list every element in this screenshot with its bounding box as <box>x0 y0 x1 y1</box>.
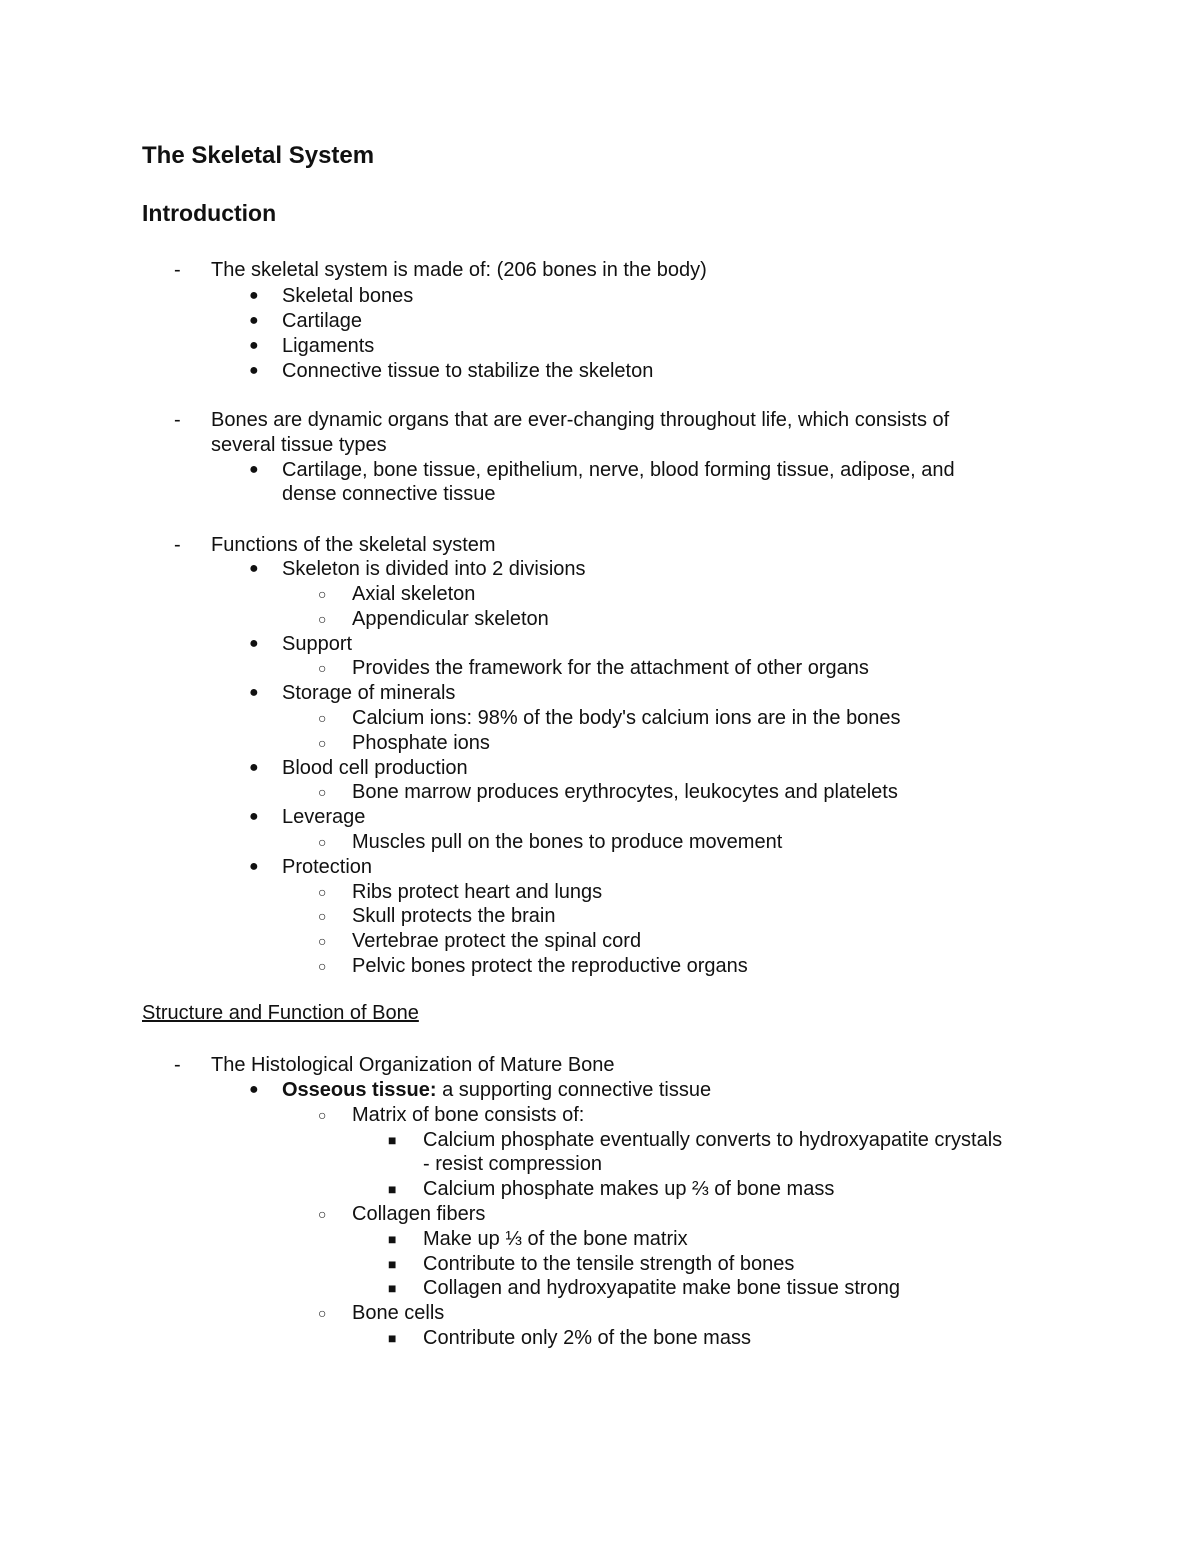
structure-heading: Structure and Function of Bone <box>142 1002 419 1024</box>
list-item: Functions of the skeletal system <box>211 534 496 556</box>
list-item: Skeleton is divided into 2 divisions <box>282 558 586 580</box>
circle-marker: ○ <box>318 933 327 949</box>
list-item: Appendicular skeleton <box>352 608 549 630</box>
list-item: Vertebrae protect the spinal cord <box>352 930 642 952</box>
square-marker: ■ <box>388 1256 397 1272</box>
circle-marker: ○ <box>318 1107 327 1123</box>
list-item: Skeletal bones <box>282 285 414 307</box>
circle-marker: ○ <box>318 735 327 751</box>
list-item-continuation: - resist compression <box>423 1153 602 1175</box>
bullet-marker: ● <box>249 461 259 478</box>
square-marker: ■ <box>388 1231 397 1247</box>
circle-marker: ○ <box>318 611 327 627</box>
square-marker: ■ <box>388 1330 397 1346</box>
dash-marker: - <box>174 1054 181 1076</box>
circle-marker: ○ <box>318 908 327 924</box>
list-item: Bone marrow produces erythrocytes, leukocytes and platelets <box>352 781 898 803</box>
circle-marker: ○ <box>318 884 327 900</box>
circle-marker: ○ <box>318 1206 327 1222</box>
list-item <box>282 1078 711 1102</box>
list-item: Ligaments <box>282 335 375 357</box>
bullet-marker: ● <box>249 808 259 825</box>
introduction-heading: Introduction <box>142 200 277 226</box>
list-item: Cartilage <box>282 310 363 332</box>
list-item: Ribs protect heart and lungs <box>352 881 603 903</box>
list-item: Provides the framework for the attachment of other organs <box>352 657 869 679</box>
circle-marker: ○ <box>318 784 327 800</box>
list-item-continuation: dense connective tissue <box>282 483 496 505</box>
list-item: Phosphate ions <box>352 732 490 754</box>
list-item: Bone cells <box>352 1302 445 1324</box>
dash-marker: - <box>174 409 181 431</box>
list-item: Support <box>282 633 353 655</box>
bullet-marker: ● <box>249 312 259 329</box>
bullet-marker: ● <box>249 287 259 304</box>
list-item: Protection <box>282 856 373 878</box>
list-item: Muscles pull on the bones to produce movement <box>352 831 783 853</box>
bullet-marker: ● <box>249 362 259 379</box>
bold-term: Osseous tissue: <box>282 1079 437 1101</box>
bullet-marker: ● <box>249 759 259 776</box>
list-item: Contribute only 2% of the bone mass <box>423 1327 751 1349</box>
bullet-marker: ● <box>249 858 259 875</box>
circle-marker: ○ <box>318 958 327 974</box>
square-marker: ■ <box>388 1280 397 1296</box>
list-item: Contribute to the tensile strength of bones <box>423 1253 795 1275</box>
circle-marker: ○ <box>318 1305 327 1321</box>
bullet-marker: ● <box>249 1081 259 1098</box>
list-item: Blood cell production <box>282 757 468 779</box>
document-title: The Skeletal System <box>142 142 375 169</box>
bullet-marker: ● <box>249 635 259 652</box>
list-item: Calcium ions: 98% of the body's calcium ions are in the bones <box>352 707 901 729</box>
list-item: Collagen and hydroxyapatite make bone tissue strong <box>423 1277 900 1299</box>
list-item: The Histological Organization of Mature Bone <box>211 1054 615 1076</box>
list-item: Cartilage, bone tissue, epithelium, nerve, blood forming tissue, adipose, and <box>282 459 955 481</box>
list-item: Make up ⅓ of the bone matrix <box>423 1228 688 1250</box>
list-item: Calcium phosphate makes up ⅔ of bone mass <box>423 1178 835 1200</box>
bullet-marker: ● <box>249 684 259 701</box>
bullet-marker: ● <box>249 560 259 577</box>
bullet-marker: ● <box>249 337 259 354</box>
list-item: Connective tissue to stabilize the skeleton <box>282 360 654 382</box>
list-item: Calcium phosphate eventually converts to hydroxyapatite crystals <box>423 1129 1003 1151</box>
circle-marker: ○ <box>318 660 327 676</box>
list-item-continuation: several tissue types <box>211 434 387 456</box>
dash-marker: - <box>174 534 181 556</box>
list-item: Axial skeleton <box>352 583 476 605</box>
list-item: Skull protects the brain <box>352 905 556 927</box>
list-item: Storage of minerals <box>282 682 456 704</box>
square-marker: ■ <box>388 1181 397 1197</box>
list-item: Leverage <box>282 806 366 828</box>
term-definition: a supporting connective tissue <box>436 1079 712 1101</box>
square-marker: ■ <box>388 1132 397 1148</box>
list-item: Pelvic bones protect the reproductive organs <box>352 955 748 977</box>
list-item: Collagen fibers <box>352 1203 486 1225</box>
list-item: The skeletal system is made of: (206 bones in the body) <box>211 259 707 281</box>
circle-marker: ○ <box>318 586 327 602</box>
circle-marker: ○ <box>318 710 327 726</box>
list-item: Matrix of bone consists of: <box>352 1104 585 1126</box>
list-item: Bones are dynamic organs that are ever-changing throughout life, which consists of <box>211 409 950 431</box>
circle-marker: ○ <box>318 834 327 850</box>
dash-marker: - <box>174 259 181 281</box>
